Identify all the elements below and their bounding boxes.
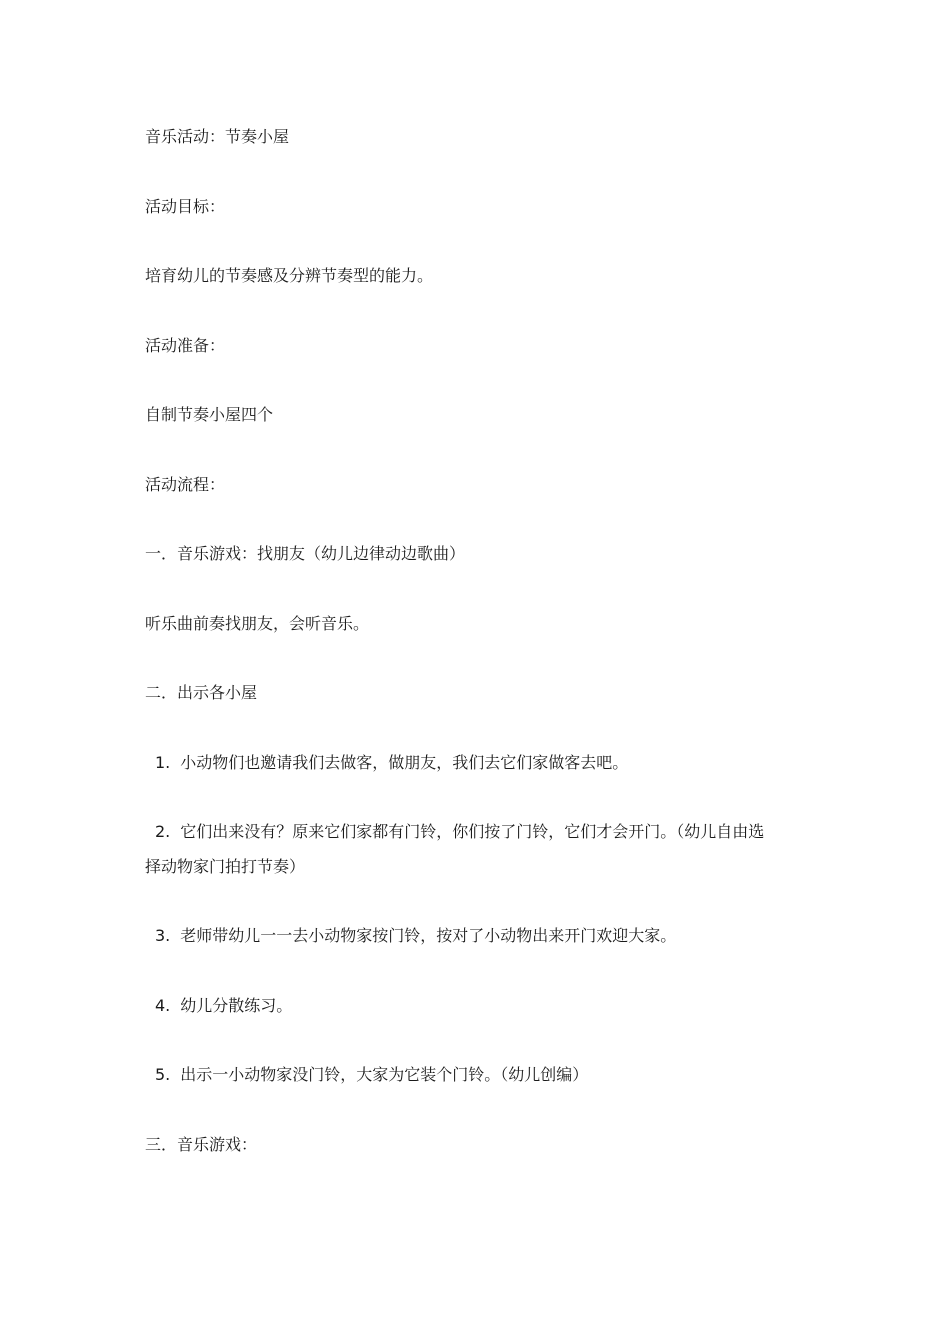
document-title: 音乐活动：节奏小屋 (145, 127, 290, 146)
step-number: 1. (155, 753, 171, 772)
flow-heading: 活动流程： (145, 475, 226, 494)
prep-text: 自制节奏小屋四个 (145, 405, 274, 424)
section-1-heading: 一．音乐游戏：找朋友（幼儿边律动边歌曲） (145, 544, 466, 563)
step-number: 5. (155, 1065, 171, 1084)
step-item-3 (145, 919, 825, 952)
prep-heading: 活动准备： (145, 336, 226, 355)
step-number: 3. (155, 926, 171, 945)
section-1-text: 听乐曲前奏找朋友，会听音乐。 (145, 614, 370, 633)
section-3-heading: 三．音乐游戏： (145, 1135, 258, 1154)
step-number: 2. (155, 822, 171, 841)
step-text: 老师带幼儿一一去小动物家按门铃，按对了小动物出来开门欢迎大家。 (180, 926, 677, 945)
step-number: 4. (155, 996, 171, 1015)
step-text: 它们出来没有？原来它们家都有门铃，你们按了门铃，它们才会开门。（幼儿自由选 (180, 822, 765, 841)
step-text: 幼儿分散练习。 (180, 996, 293, 1015)
goal-text: 培育幼儿的节奏感及分辨节奏型的能力。 (145, 266, 434, 285)
step-text: 小动物们也邀请我们去做客，做朋友，我们去它们家做客去吧。 (180, 753, 629, 772)
step-text: 出示一小动物家没门铃，大家为它装个门铃。（幼儿创编） (180, 1065, 589, 1084)
goal-heading: 活动目标： (145, 197, 226, 216)
step-item-1 (145, 746, 825, 779)
step-item-2 (145, 815, 825, 848)
section-2-heading: 二．出示各小屋 (145, 683, 258, 702)
step-item-2-continued: 择动物家门拍打节奏） (145, 857, 306, 876)
step-item-4 (145, 989, 825, 1022)
step-item-5 (145, 1058, 825, 1091)
